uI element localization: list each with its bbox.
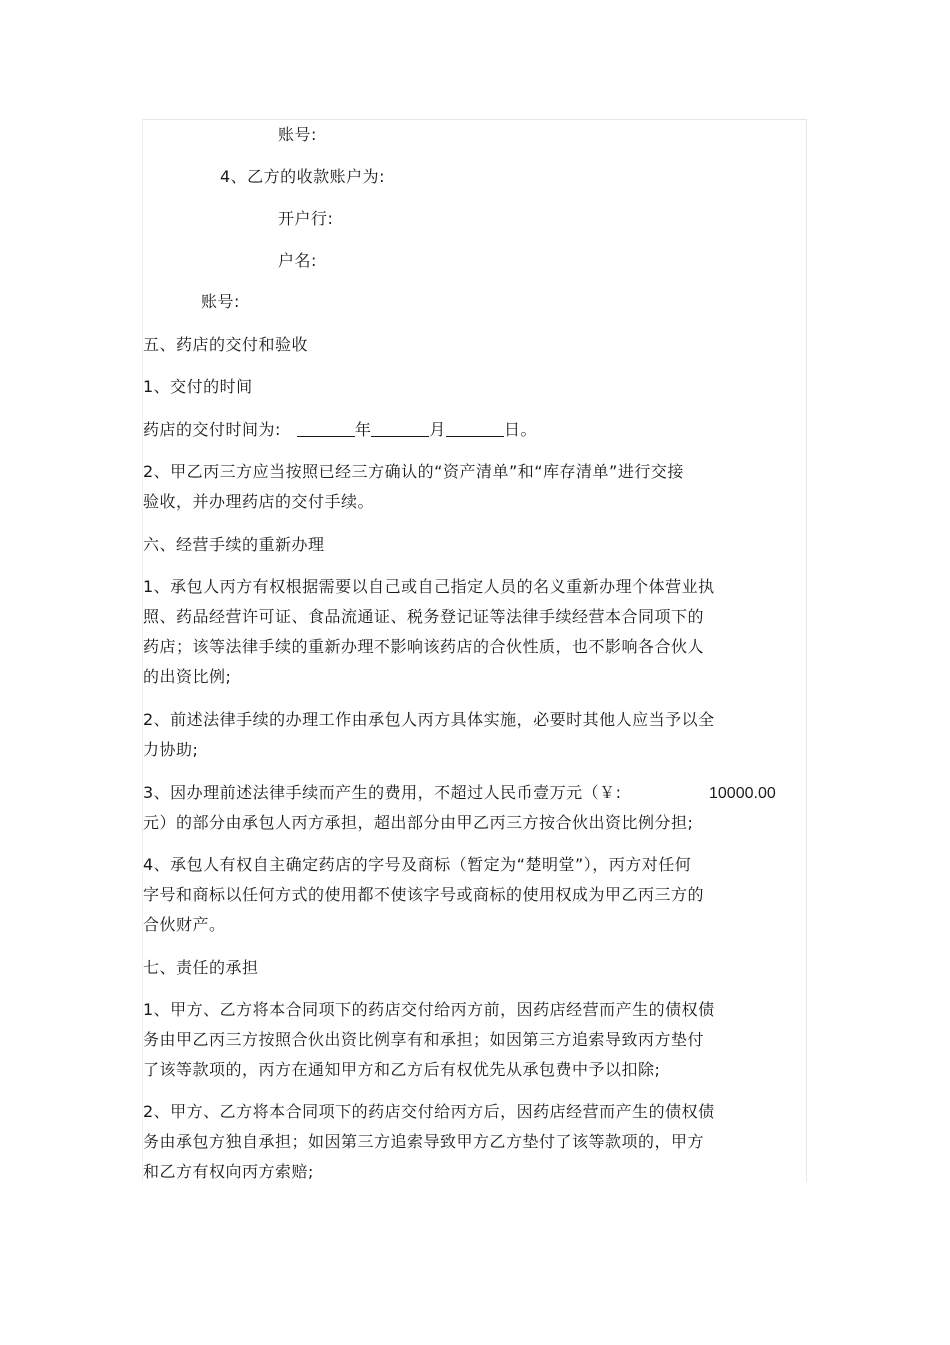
account-label-2: 账号: [201,292,240,311]
account-label-1: 账号: [278,125,317,144]
section-6-item-1-line-3: 药店；该等法律手续的重新办理不影响该药店的合伙性质，也不影响各合伙人 [143,637,705,656]
section-6-item-2-line-1: 2、前述法律手续的办理工作由承包人丙方具体实施，必要时其他人应当予以全 [143,710,715,729]
account-name-label: 户名: [278,251,317,270]
section-5-heading: 五、药店的交付和验收 [143,335,309,354]
section-6-item-1-line-2: 照、药品经营许可证、食品流通证、税务登记证等法律手续经营本合同项下的 [143,607,705,626]
month-label: 月 [429,420,446,439]
delivery-time-label: 药店的交付时间为: [143,420,281,439]
section-5-item-1: 1、交付的时间 [143,377,253,396]
section-7-item-2-line-3: 和乙方有权向丙方索赔; [143,1162,314,1181]
delivery-time-line [143,420,537,440]
section-7-item-2-line-1: 2、甲方、乙方将本合同项下的药店交付给丙方后，因药店经营而产生的债权债 [143,1102,715,1121]
section-6-item-1-line-4: 的出资比例; [143,667,232,686]
section-7-heading: 七、责任的承担 [143,958,259,977]
section-6-item-2-line-2: 力协助; [143,740,199,759]
section-6-heading: 六、经营手续的重新办理 [143,535,325,554]
section-5-item-2-line-2: 验收，并办理药店的交付手续。 [143,492,375,511]
section-7-item-1-line-1: 1、甲方、乙方将本合同项下的药店交付给丙方前，因药店经营而产生的债权债 [143,1000,715,1019]
fee-amount: 10000.00 [709,785,776,802]
section-7-item-1-line-3: 了该等款项的，丙方在通知甲方和乙方后有权优先从承包费中予以扣除; [143,1060,661,1079]
day-blank [446,420,504,437]
section-7-item-2-line-2: 务由承包方独自承担；如因第三方追索导致甲方乙方垫付了该等款项的，甲方 [143,1132,705,1151]
section-6-item-1-line-1: 1、承包人丙方有权根据需要以自己或自己指定人员的名义重新办理个体营业执 [143,577,715,596]
month-blank [371,420,429,437]
receiving-account-item: 4、乙方的收款账户为: [220,167,386,186]
section-6-item-4-line-3: 合伙财产。 [143,915,226,934]
section-6-item-4-line-2: 字号和商标以任何方式的使用都不使该字号或商标的使用权成为甲乙丙三方的 [143,885,705,904]
bank-label: 开户行: [278,209,334,228]
year-label: 年 [354,420,372,439]
section-6-item-3-line-2: 元）的部分由承包人丙方承担，超出部分由甲乙丙三方按合伙出资比例分担; [143,813,694,832]
year-blank [297,420,355,437]
day-label: 日。 [503,420,537,439]
section-5-item-2-line-1: 2、甲乙丙三方应当按照已经三方确认的“资产清单”和“库存清单”进行交接 [143,462,684,481]
section-7-item-1-line-2: 务由甲乙丙三方按照合伙出资比例享有和承担；如因第三方追索导致丙方垫付 [143,1030,705,1049]
section-6-item-3-line-1: 3、因办理前述法律手续而产生的费用，不超过人民币壹万元（￥: [143,783,622,802]
section-6-item-4-line-1: 4、承包人有权自主确定药店的字号及商标（暂定为“楚明堂”），丙方对任何 [143,855,692,874]
